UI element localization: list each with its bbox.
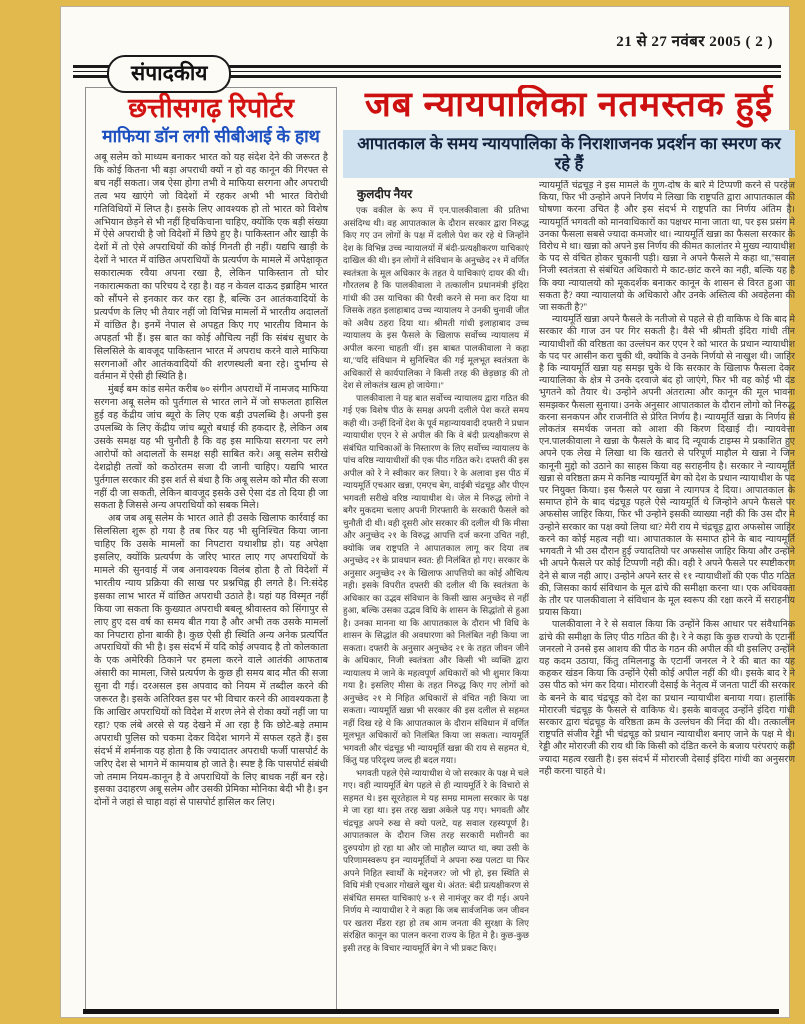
right-article-paragraph: एक वकील के रूप में एन.पालकीवाला की प्रतिभा असंदिग्ध थी। वह आपातकाल के दौरान सरकार द्वारा निरुद्ध किए गए उन लोगों के पक्ष में दलीले पेश कर रहे थे जिन्होंने देश के विभिन्न उच्च न्यायालयों में बंदी-प्रत्यक्षीकरण याचिकाएं दाखिल की थी। इन लोगों ने संविधान के अनुच्छेद २१ में वर्णित स्वतंत्रता के मूल अधिकार के तहत ये याचिकाएं दायर की थी। गौरतलब है कि पालकीवाला ने तत्कालीन प्रधानमंत्री इंदिरा गांधी की उस याचिका की पैरवी करने से मना कर दिया था जिसके तहत इलाहाबाद उच्च न्यायालय ने उनकी चुनावी जीत को अवैध ठहरा दिया था। श्रीमती गांधी इलाहाबाद उच्च न्यायालय के इस फैसले के खिलाफ सर्वोच्च न्यायालय में अपील करना चाहती थीं। इस बाबत पालकीवाला ने कहा था,''यदि संविधान मे सुनिश्चित की गई मूलभूत स्वतंत्रता के अधिकारों से कार्यपालिका ने किसी तरह की छेड़छाड़ की तो देश से लोकतंत्र खत्म हो जायेगा।'' [343, 205, 529, 390]
right-article-column-1 [343, 180, 529, 1012]
left-article-body [94, 152, 328, 810]
left-article-paragraph: मुंबई बम कांड समेत करीब ७० संगीन अपराधों में नामजद माफिया सरगना अबू सलेम को पुर्तगाल से भारत लाने में जो सफलता हासिल हुई वह केंद्रीय जांच ब्यूरो के लिए एक बड़ी उपलब्धि है। अपनी इस उपलब्धि के लिए केंद्रीय जांच ब्यूरो बधाई की हकदार है, लेकिन अब उसके समक्ष यह भी चुनौती है कि वह इस माफिया सरगना पर लगे आरोपों को अदालतों के समक्ष सही साबित करे। अबू सलेम सरीखे देशद्रोही तत्वों को कठोरतम सजा दी जानी चाहिए। यद्यपि भारत पुर्तगाल सरकार की इस शर्त से बंधा है कि अबू सलेम को मौत की सजा नहीं दी जा सकती, लेकिन बावजूद इसके उसे ऐसा दंड तो दिया ही जा सकता है जिससे अन्य अपराधियों को सबक मिले। [94, 384, 328, 512]
right-article-column-2 [539, 180, 795, 1012]
right-article-columns [343, 180, 795, 1012]
left-article-paragraph: अब जब अबू सलेम के भारत आते ही उसके खिलाफ कार्रवाई का सिलसिला शुरू हो गया है तब फिर यह भी सुनिश्चित किया जाना चाहिए कि उसके मामलों का निपटारा यथाशीघ्र हो। यह अपेक्षा इसलिए, क्योंकि प्रत्यर्पण के जरिए भारत लाए गए अपराधियों के मामले की सुनवाई में जब अनावश्यक विलंब होता है तो विदेशों में भारतीय न्याय प्रक्रिया की साख पर प्रश्नचिह्न ही लगते है। नि:संदेह इसका लाभ भारत में वांछित अपराधी उठाते है। यहां यह विस्मृत नहीं किया जा सकता कि कुख्यात अपराधी बबलू श्रीवास्तव को सिंगापुर से लाए हुए दस वर्ष का समय बीत गया है और अभी तक उसके मामलों का निपटारा होना बाकी है। कुछ ऐसी ही स्थिति अन्य अनेक प्रत्यर्पित अपराधियों की भी है। इस संदर्भ में यदि कोई अपवाद है तो कोलकाता के एक अमेरिकी ठिकाने पर हमला करने वाले आतंकी आफताब अंसारी का मामला, जिसे प्रत्यर्पण के कुछ ही समय बाद मौत की सजा सुना दी गई। दरअसल इस अपवाद को नियम में तब्दील करने की जरूरत है। इसके अतिरिक्त इस पर भी विचार करने की आवश्यकता है कि आखिर अपराधियों को विदेश में शरण लेने से रोका क्यों नहीं जा पा रहा? एक लंबे अरसे से यह देखने में आ रहा है कि छोटे-बड़े तमाम अपराधी पुलिस को चकमा देकर विदेश भागने में सफल रहते हैं। इस संदर्भ में शर्मनाक यह होता है कि ज्यादातर अपराधी फर्जी पासपोर्ट के जरिए देश से भागने में कामयाब हो जाते है। स्पष्ट है कि पासपोर्ट संबंधी जो तमाम नियम-कानून है वे अपराधियों के लिए बाधक नहीं बन रहे। इसका उदाहरण अबू सलेम और उसकी प्रेमिका मोनिका बेदी भी है। इन दोनों ने जहां से चाहा वहां से पासपोर्ट हासिल कर लिए। [94, 513, 328, 809]
left-article-title: छत्तीसगढ़ रिपोर्टर [128, 93, 294, 123]
article-judiciary-emergency [343, 85, 795, 1013]
right-article-subhead: आपातकाल के समय न्यायपालिका के निराशाजनक प्रदर्शन का स्मरण कर रहे हैं [343, 130, 795, 178]
byline: कुलदीप नैयर [357, 187, 413, 201]
newspaper-page [60, 6, 795, 1018]
article-chhattisgarh-reporter [85, 87, 337, 1011]
page-edge-left [0, 0, 60, 1024]
right-article-paragraph: न्यायमूर्ति खन्ना अपने फैसले के नतीजो से पहले से ही वाकिफ थे कि बाद मे सरकार की गाज उन पर गिर सकती है। वैसे भी श्रीमती इंदिरा गांधी तीन न्यायाधीशों की वरिष्ठता का उल्लंघन कर एएन रे को भारत के प्रधान न्यायाधीश के पद पर आसीन करा चुकी थी, क्योकि वे उनके निर्णयो से नाखुश थी। जाहिर है कि न्यायमूर्ति खन्ना यह समझ चुके थे कि सरकार के खिलाफ फैसला देकर न्यायालिका के क्षेत्र मे उनके दरवाजे बंद हो जाएंगे, फिर भी वह कोई भी दंड भुगतने को तैयार थे। उन्होने अपनी अंतरात्मा और कानून की मूल भावना समझकर फैसला सुनाया। उनके अनुसार आपातकाल के दौरान लोगो को निरुद्ध करना सनकपन और राजनीति से प्रेरित निर्णय है। न्यायमूर्ति खन्ना के निर्णय से लोकतंत्र समर्थक जनता को आशा की किरण दिखाई दी। न्यायवेत्ता एन.पालकीवाला ने खन्ना के फैसले के बाद दि न्यूयार्क टाइम्स मे प्रकाशित हुए अपने एक लेख मे लिखा था कि खतरो से परिपूर्ण माहौल मे खन्ना ने जिन कानूनी मुद्दो को उठाने का साहस किया वह सराहनीय है। सरकार ने न्यायमूर्ति खन्ना से वरिष्ठता क्रम मे कनिष्ठ न्यायमूर्ति बेग को देश के प्रधान न्यायाधीश के पद पर नियुक्त किया। इस फैसले पर खन्ना ने त्यागपत्र दे दिया। आपातकाल के समाप्त होने के बाद चंद्रचूड़ पहले ऐसे न्यायमूर्ति थे जिन्होने अपने फैसले पर अफसोस जाहिर किया, फिर भी उन्होने इसकी व्याख्या नही की कि उस दौर मे उन्होने सरकार का पक्ष क्यो लिया था? मेरी राय मे चंद्रचूड़ द्वारा अफसोस जाहिर करने का कोई महत्व नही था। आपातकाल के समाप्त होने के बाद न्यायमूर्ति भगवती ने भी उस दौरान हुई ज्यादतियो पर अफसोस जाहिर किया और उन्होने भी अपने फैसले पर कोई टिप्पणी नही की। वही रे अपने फैसले पर स्पष्टीकरण देने से बाज नही आए। उन्होने अपने स्तर से ११ न्यायाधीशों की एक पीठ गठित की, जिसका कार्य संविधान के मूल ढांचे की समीक्षा करना था। एक अधिवक्ता के तौर पर पालकीवाला ने संविधान के मूल स्वरूप की रक्षा करने में सराहनीय प्रयास किया। [539, 315, 795, 619]
bottom-rule [83, 1009, 779, 1014]
right-article-headline: जब न्यायपालिका नतमस्तक हुई [364, 85, 774, 124]
left-article-paragraph: अबू सलेम को माध्यम बनाकर भारत को यह संदेश देने की जरूरत है कि कोई कितना भी बड़ा अपराधी क्यों न हो वह कानून की गिरफ्त से बच नहीं सकता। जब ऐसा होगा तभी वे माफिया सरगना और अपराधी तत्व भय खाएंगे जो विदेशों में रहकर अभी भी भारत विरोधी गतिविधियों में लिप्त है। इसके लिए आवश्यक हो तो भारत को विशेष अभियान छेड़ने से भी नहीं हिचकिचाना चाहिए, क्योंकि एक बड़ी संख्या में ऐसे अपराधी है जो विदेशों में छिपे हुए है। पाकिस्तान और खाड़ी के देशों में तो ऐसे अपराधियों की कोई गिनती ही नहीं। यद्यपि खाड़ी के देशों ने भारत में वांछित अपराधियों के प्रत्यर्पण के मामले में अपेक्षाकृत सकारात्मक रवैया अपना रखा है, लेकिन पाकिस्तान तो घोर नकारात्मकता का परिचय दे रहा है। वह न केवल दाऊद इब्राहिम भारत को सौंपने से इनकार कर कर रहा है, बल्कि उन आतंकवादियों के प्रत्यर्पण के लिए भी तैयार नहीं जो विभिन्न मामलों में भारतीय अदालतों में वांछित है। इनमें नेपाल से अपहृत किए गए भारतीय विमान के अपहर्ता भी हैं। इस बात का कोई औचित्य नहीं कि संबंध सुधार के सिलसिले के बावजूद पाकिस्तान भारत में अपराध करने वाले माफिया सरगनाओं और आतंकवादियों की शरणस्थली बना रहे। दुर्भाग्य से वर्तमान में ऐसी ही स्थिति है। [94, 152, 328, 383]
right-article-paragraph: भगवती पहले ऐसे न्यायाधीश थे जो सरकार के पक्ष मे चले गए। वही न्यायमूर्ति बेग पहले से ही न्यायमूर्ति रे के विचारो से सहमत थे। इस सूरतेहाल मे यह समग्र मामला सरकार के पक्ष मे जा रहा था। इस तरह खन्ना अकेले पड़ गए। भगवती और चंद्रचूड़ अपने रुख से क्यो पलटे, यह सवाल रहस्यपूर्ण है। आपातकाल के दौरान जिस तरह सरकारी मशीनरी का दुरुपयोग हो रहा था और जो माहौल व्याप्त था, क्या उसी के परिणामस्वरूप इन न्यायमूर्तियों ने अपना रुख पलटा या फिर अपने निहित स्वार्थों के मद्देनजर? जो भी हो, इस स्थिति से विधि मंत्री एचआर गोखले खुश थे। अंतत: बंदी प्रत्यक्षीकरण से संबंधित समस्त याचिकाएं ४-१ से नामंजूर कर दी गई। अपने निर्णय मे न्यायाधीश रे ने कहा कि जब सार्वजनिक जन जीवन पर खतरा मँडरा रहा हो तब आम जनता की सुरक्षा के लिए संरक्षित कानून का पालन करना राज्य के हित मे है। कुछ-कुछ इसी तरह के विचार न्यायमूर्ति बेग ने भी प्रकट किए। [343, 767, 529, 953]
section-label: संपादकीय [107, 55, 231, 93]
issue-date: 21 से 27 नवंबर 2005 ( 2 ) [616, 34, 773, 50]
right-article-paragraph: पालकीवाला ने रे से सवाल किया कि उन्होंने किस आधार पर संवैधानिक ढांचे की समीक्षा के लिए पीठ गठित की है। रे ने कहा कि कुछ राज्यो के एटार्नी जनरलो ने उनसे इस आशय की पीठ के गठन की अपील की थी इसलिए उन्होंने यह कदम उठाया, किंतु तमिलनाडु के एटार्नी जनरल ने रे की बात का यह कहकर खंडन किया कि उन्होंने ऐसी कोई अपील नहीं की थी। इसके बाद रे ने उस पीठ को भंग कर दिया। मोरारजी देसाई के नेतृत्व में जनता पार्टी की सरकार के बनने के बाद चंद्रचूड़ को देश का प्रधान न्यायाधीश बनाया गया। हालांकि मोरारजी चंद्रचूड़ के फैसले से वाकिफ थे। इसके बावजूद उन्होंने इंदिरा गांधी सरकार द्वारा चंद्रचूड़ के वरिष्ठता क्रम के उल्लंघन की निंदा की थी। तत्कालीन राष्ट्रपति संजीव रेड्डी भी चंद्रचूड़ को प्रधान न्यायाधीश बनाए जाने के पक्ष मे थे। रेड्डी और मोरारजी की राय थी कि किसी को दंडित करने के बजाय परंपराएं कही ज्यादा महत्व रखती है। इस संदर्भ में मोरारजी देसाई इंदिरा गांधी का अनुसरण नही करना चाहते थे। [539, 620, 795, 777]
right-article-paragraph: पालकीवाला ने यह बात सर्वोच्च न्यायालय द्वारा गठित की गई एक विशेष पीठ के समक्ष अपनी दलीले पेश करते समय कही थी। उन्हीं दिनों देश के पूर्व महान्यायवादी दफ्तरी ने प्रधान न्यायाधीश एएन रे से अपील की कि वे बंदी प्रत्यक्षीकरण से संबंधित याचिकाओं के निस्तारण के लिए सर्वोच्च न्यायालय के पांच वरिष्ठ न्यायाधीशों की एक पीठ गठित करे। दफ्तरी की इस अपील को रे ने स्वीकार कर लिया। रे के अलावा इस पीठ में न्यायमूर्ति एचआर खन्ना, एमएच बेग, वाईबी चंद्रचूड़ और पीएन भगवती सरीखे वरिष्ठ न्यायाधीश थे। जेल मे निरुद्ध लोगो ने बगैर मुकदमा चलाए अपनी गिरफ्तारी के सरकारी फैसले को चुनौती दी थी। वही दूसरी ओर सरकार की दलील थी कि मीसा और अनुच्छेद २१ के विरुद्ध आपत्ति दर्ज करना उचित नही, क्योकि जब राष्ट्रपति ने आपातकाल लागू कर दिया तब अनुच्छेद २१ के प्रावधान स्वत: ही निलंबित हो गए। सरकार के अनुसार अनुच्छेद २१ के खिलाफ आपत्तियो का कोई औचित्य नही। इसके विपरीत दफ्तरी की दलील थी कि स्वतंत्रता के अधिकार का उद्भव संविधान के किसी खास अनुच्छेद से नहीं हुआ, बल्कि उसका उद्भव विधि के शासन के सिद्धांतो से हुआ है। उनका मानना था कि आपातकाल के दौरान भी विधि के शासन के सिद्धांत की अवधारणा को निलंबित नही किया जा सकता। दफ्तरी के अनुसार अनुच्छेद २१ के तहत जीवन जीने के अधिकार, निजी स्वतंत्रता और किसी भी व्यक्ति द्वारा न्यायालय मे जाने के महत्वपूर्ण अधिकारों को भी शुमार किया गया है। इसलिए मीसा के तहत निरुद्ध किए गए लोगों को अनुच्छेद २१ मे निहित अधिकारों से वंचित नही किया जा सकता। न्यायमूर्ति खन्ना भी सरकार की इस दलील से सहमत नहीं दिख रहे थे कि आपातकाल के दौरान संविधान में वर्णित मूलभूत अधिकारों को निलंबित किया जा सकता। न्यायमूर्ति भगवती और चंद्रचूड़ भी न्यायमूर्ति खन्ना की राय से सहमत थे, किंतु यह परिदृश्य जल्द ही बदल गया। [343, 392, 529, 765]
right-article-paragraph: न्यायमूर्ति चंद्रचूड़ ने इस मामले के गुण-दोष के बारे मे टिप्पणी करने से परहेज किया, फिर भी उन्होने अपने निर्णय मे लिखा कि राष्ट्रपति द्वारा आपातकाल की घोषणा करना उचित है और इस संदर्भ मे राष्ट्रपति का निर्णय अंतिम है। न्यायमूर्ति भगवती को मानवाधिकारों का पक्षधर माना जाता था, पर इस प्रसंग मे उनका फैसला सबसे ज्यादा कमजोर था। न्यायमूर्ति खन्ना का फैसला सरकार के विरोध मे था। खन्ना को अपने इस निर्णय की कीमत कालांतर मे मुख्य न्यायाधीश के पद से वंचित होकर चुकानी पड़ी। खन्ना ने अपने फैसले मे कहा था,''सवाल निजी स्वतंत्रता से संबंधित अधिकारो मे काट-छांट करने का नही, बल्कि यह है कि क्या न्यायालयो को मूकदर्शक बनाकर कानून के शासन से विरत हुआ जा सकता है? क्या न्यायालयो के अधिकारो और उनके अस्तित्व की अवहेलना की जा सकती है?'' [539, 181, 795, 314]
left-article-subtitle: माफिया डॉन लगी सीबीआई के हाथ [102, 126, 320, 146]
